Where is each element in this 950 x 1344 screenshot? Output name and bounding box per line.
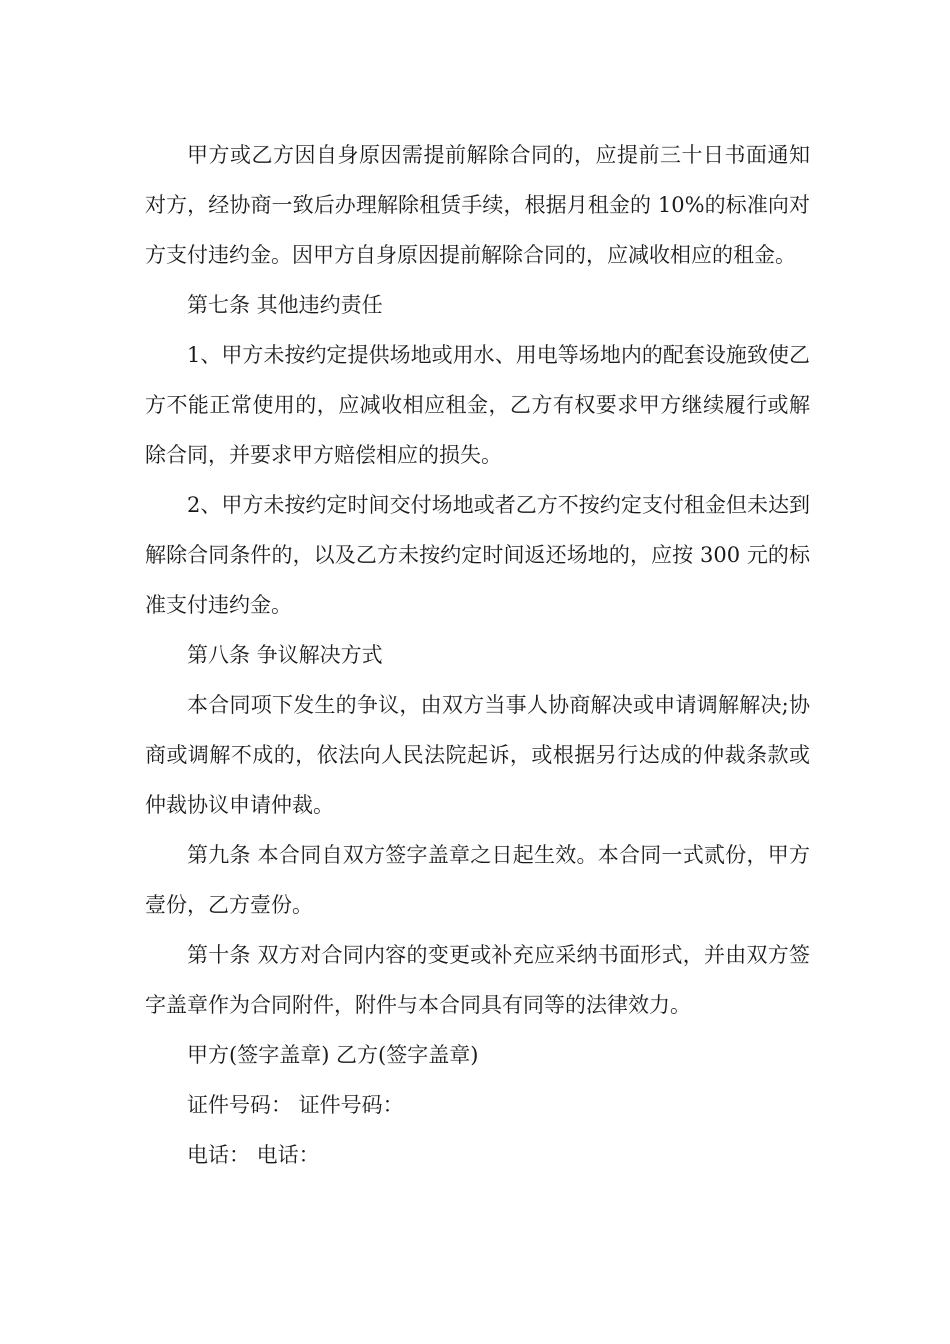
- paragraph-early-termination: 甲方或乙方因自身原因需提前解除合同的，应提前三十日书面通知对方，经协商一致后办理解除租赁手续，根据月租金的 10%的标准向对方支付违约金。因甲方自身原因提前解除合同的，应减收相应的租金。: [145, 143, 810, 267]
- article-9: 第九条 本合同自双方签字盖章之日起生效。本合同一式贰份，甲方壹份，乙方壹份。: [145, 843, 810, 917]
- id-number-line: 证件号码： 证件号码：: [187, 1093, 404, 1117]
- article-7-clause-1: 1、甲方未按约定提供场地或用水、用电等场地内的配套设施致使乙方不能正常使用的，应减收相应租金，乙方有权要求甲方继续履行或解除合同，并要求甲方赔偿相应的损失。: [145, 343, 810, 467]
- article-8-heading: 第八条 争议解决方式: [187, 643, 383, 667]
- phone-line: 电话： 电话：: [187, 1143, 320, 1167]
- article-8-content: 本合同项下发生的争议，由双方当事人协商解决或申请调解解决;协商或调解不成的，依法向人民法院起诉，或根据另行达成的仲裁条款或仲裁协议申请仲裁。: [145, 693, 810, 817]
- signature-line: 甲方(签字盖章) 乙方(签字盖章): [187, 1043, 479, 1067]
- article-10: 第十条 双方对合同内容的变更或补充应采纳书面形式，并由双方签字盖章作为合同附件，附件与本合同具有同等的法律效力。: [145, 943, 810, 1017]
- document-body: [145, 130, 810, 1180]
- article-7-clause-2: 2、甲方未按约定时间交付场地或者乙方不按约定支付租金但未达到解除合同条件的，以及乙方未按约定时间返还场地的，应按 300 元的标准支付违约金。: [145, 493, 810, 617]
- article-7-heading: 第七条 其他违约责任: [187, 293, 383, 317]
